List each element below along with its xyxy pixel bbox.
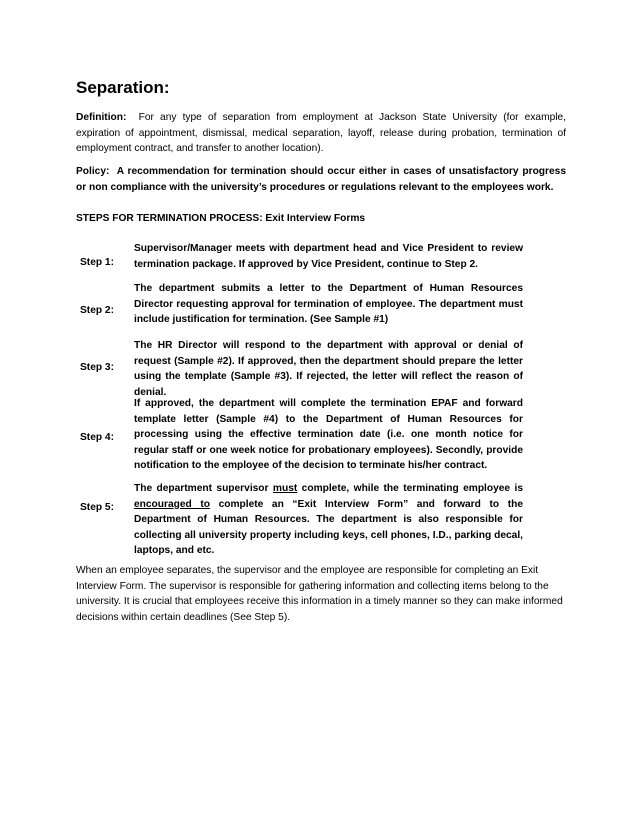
step-row: [76, 481, 566, 556]
step-row: [76, 396, 566, 471]
emphasis-encouraged: encouraged to: [134, 498, 210, 510]
step-label: Step 3:: [80, 362, 114, 373]
step-row: [76, 241, 566, 270]
step-text: The department submits a letter to the Department of Human Resources Director requesting approval for termination of employee. The department must include justification for termination. (See Sample #1): [134, 283, 523, 325]
definition-label: Definition:: [76, 112, 127, 123]
step-label: Step 1:: [80, 257, 114, 268]
policy-text: A recommendation for termination should occur either in cases of unsatisfactory progress or non compliance with the university’s procedures or regulations relevant to the employees work.: [76, 166, 566, 193]
policy-label: Policy:: [76, 166, 110, 177]
step-text-part: complete an “Exit Interview Form” and forward to the Department of Human Resources. The department is also responsible for collecting all university property including keys, cell phones, I.D., parking decal, laptops, and etc.: [134, 498, 523, 556]
step-row: [76, 338, 566, 398]
step-text-part: complete, while the terminating employee is: [297, 483, 524, 494]
step-text-part: The department supervisor: [134, 483, 273, 494]
step-label: Step 2:: [80, 305, 114, 316]
definition-paragraph: [76, 110, 566, 157]
step-text: [134, 481, 523, 559]
steps-heading: STEPS FOR TERMINATION PROCESS: Exit Interview Forms: [76, 213, 366, 224]
definition-text: For any type of separation from employment at Jackson State University (for example, expiration of appointment, dismissal, medical separation, layoff, release during probation, termination of employment contract, and transfer to another location).: [76, 112, 566, 154]
step-label: Step 4:: [80, 432, 114, 443]
emphasis-must: must: [272, 483, 298, 494]
step-text: The HR Director will respond to the department with approval or denial of request (Sample #2). If approved, then the department should prepare the letter using the template (Sample #3). If rejected, the letter will reflect the reason of denial.: [134, 340, 523, 398]
step-text: If approved, the department will complete the termination EPAF and forward template letter (Sample #4) to the Department of Human Resources for processing using the effective termination date (i.e. one month notice for regular staff or one week notice for probationary employees). Secondly, provide notification to the employee of the decision to terminate his/her contract.: [134, 398, 523, 471]
closing-paragraph: When an employee separates, the supervisor and the employee are responsible for completing an Exit Interview Form. The supervisor is responsible for gathering information and collecting items belong to the university. It is crucial that employees receive this information in a timely manner so they can make informed decisions within certain deadlines (See Step 5).: [76, 565, 563, 623]
step-text: Supervisor/Manager meets with department head and Vice President to review termination package. If approved by Vice President, continue to Step 2.: [134, 243, 523, 270]
page-title: Separation:: [76, 78, 170, 97]
step-label: Step 5:: [80, 502, 114, 513]
policy-paragraph: [76, 164, 566, 195]
step-row: [76, 281, 566, 325]
